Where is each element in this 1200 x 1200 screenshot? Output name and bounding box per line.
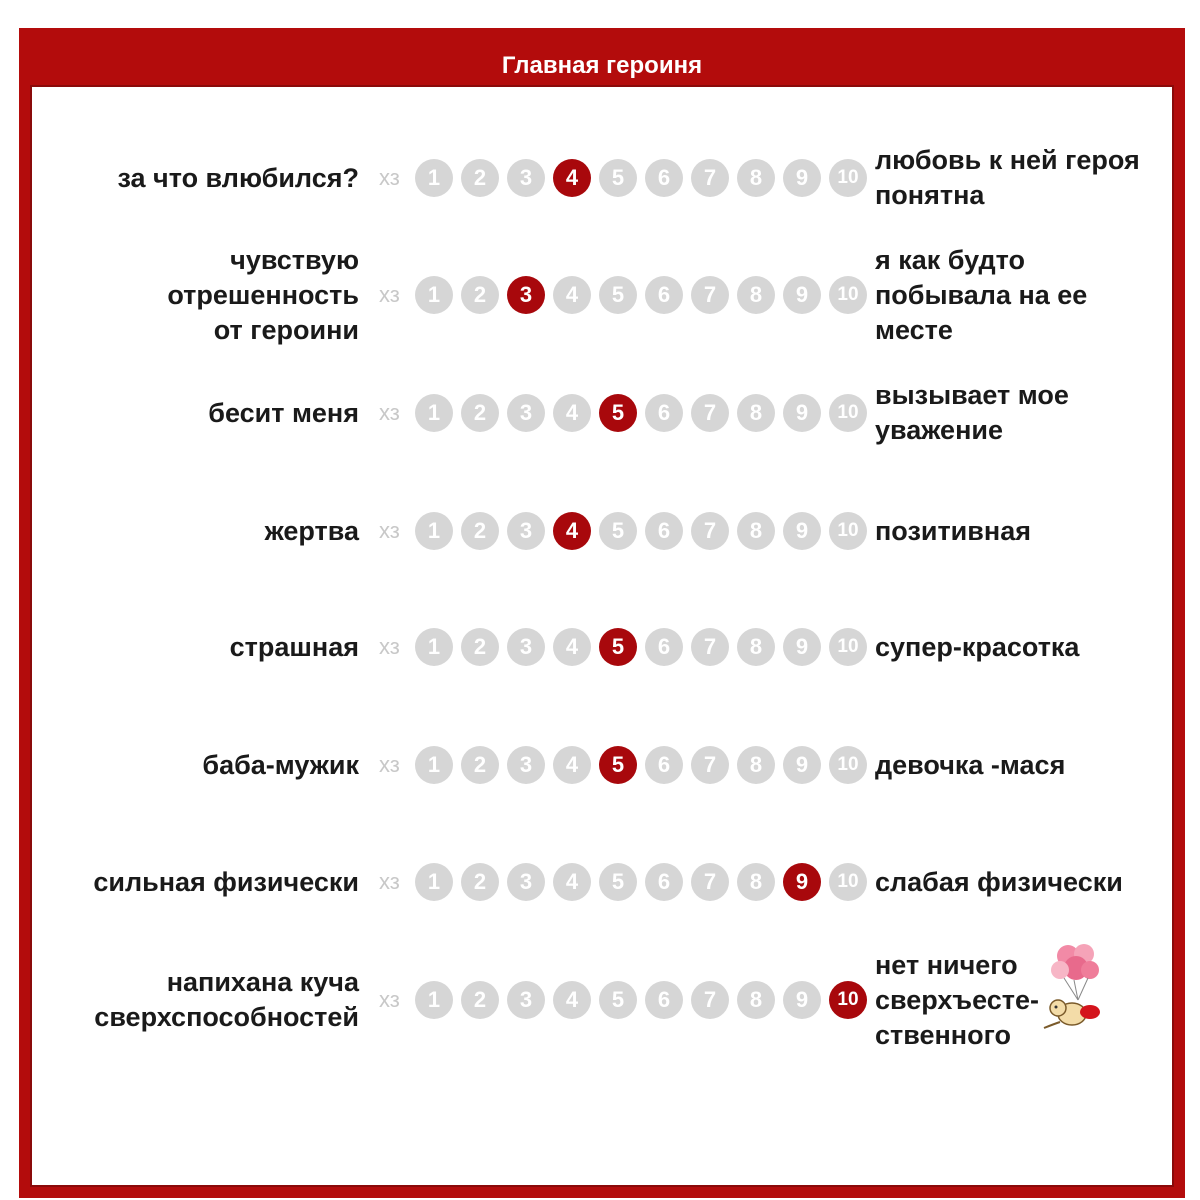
right-pole-label: вызывает мое уважение — [875, 380, 1069, 445]
score-circle: 5 — [599, 276, 637, 314]
selected-score-circle: 3 — [507, 276, 545, 314]
score-circle: 1 — [415, 981, 453, 1019]
balloons-bear-sticker-icon — [1034, 942, 1116, 1042]
score-circle: 8 — [737, 394, 775, 432]
selected-score-circle: 5 — [599, 628, 637, 666]
unknown-option: хз — [379, 282, 400, 307]
score-circle: 3 — [507, 512, 545, 550]
score-circle: 6 — [645, 863, 683, 901]
selected-score-circle: 5 — [599, 394, 637, 432]
rating-row — [32, 380, 1172, 445]
score-circle: 4 — [553, 746, 591, 784]
score-circle: 4 — [553, 628, 591, 666]
score-circle: 2 — [461, 512, 499, 550]
score-circle: 3 — [507, 981, 545, 1019]
rating-scale — [371, 512, 875, 550]
score-circle: 7 — [691, 746, 729, 784]
rating-scale — [371, 159, 875, 197]
survey-body — [30, 85, 1174, 1187]
score-circle: 3 — [507, 628, 545, 666]
score-circle: 7 — [691, 276, 729, 314]
left-pole-label: баба-мужик — [202, 749, 359, 780]
score-circle: 6 — [645, 981, 683, 1019]
score-circle: 6 — [645, 512, 683, 550]
score-circle: 9 — [783, 394, 821, 432]
score-circle: 4 — [553, 863, 591, 901]
right-pole-label: слабая физически — [875, 866, 1123, 897]
right-pole-label: супер-красотка — [875, 631, 1080, 662]
right-pole-label: любовь к ней героя понятна — [875, 145, 1140, 210]
score-circle: 9 — [783, 746, 821, 784]
score-circle: 10 — [829, 746, 867, 784]
selected-score-circle: 9 — [783, 863, 821, 901]
unknown-option: хз — [379, 869, 400, 894]
right-pole-label: я как будто побывала на ее месте — [875, 244, 1088, 345]
score-circle: 1 — [415, 394, 453, 432]
score-circle: 10 — [829, 394, 867, 432]
score-circle: 9 — [783, 981, 821, 1019]
score-circle: 8 — [737, 512, 775, 550]
score-circle: 9 — [783, 628, 821, 666]
score-circle: 7 — [691, 394, 729, 432]
score-circle: 2 — [461, 159, 499, 197]
score-circle: 1 — [415, 746, 453, 784]
score-circle: 6 — [645, 628, 683, 666]
score-circle: 4 — [553, 981, 591, 1019]
score-circle: 1 — [415, 159, 453, 197]
score-circle: 3 — [507, 394, 545, 432]
score-circle: 3 — [507, 746, 545, 784]
selected-score-circle: 10 — [829, 981, 867, 1019]
score-circle: 8 — [737, 276, 775, 314]
selected-score-circle: 5 — [599, 746, 637, 784]
score-circle: 7 — [691, 159, 729, 197]
unknown-option: хз — [379, 518, 400, 543]
score-circle: 7 — [691, 512, 729, 550]
score-circle: 8 — [737, 628, 775, 666]
right-pole-label: нет ничего сверхъесте- ственного — [875, 949, 1040, 1050]
score-circle: 9 — [783, 276, 821, 314]
rating-row — [32, 145, 1172, 210]
rating-scale — [371, 628, 875, 666]
selected-score-circle: 4 — [553, 159, 591, 197]
score-circle: 5 — [599, 512, 637, 550]
score-circle: 1 — [415, 628, 453, 666]
selected-score-circle: 4 — [553, 512, 591, 550]
score-circle: 7 — [691, 863, 729, 901]
page-title: Главная героиня — [501, 52, 703, 79]
score-circle: 7 — [691, 628, 729, 666]
rating-row — [32, 511, 1172, 551]
right-pole-label: позитивная — [875, 515, 1031, 546]
left-pole-label: чувствую отрешенность от героини — [167, 244, 359, 345]
score-circle: 5 — [599, 159, 637, 197]
unknown-option: хз — [379, 400, 400, 425]
score-circle: 1 — [415, 276, 453, 314]
score-circle: 2 — [461, 394, 499, 432]
score-circle: 6 — [645, 394, 683, 432]
score-circle: 5 — [599, 863, 637, 901]
score-circle: 7 — [691, 981, 729, 1019]
score-circle: 4 — [553, 276, 591, 314]
score-circle: 10 — [829, 159, 867, 197]
left-pole-label: бесит меня — [208, 397, 359, 428]
score-circle: 6 — [645, 746, 683, 784]
score-circle: 6 — [645, 159, 683, 197]
left-pole-label: жертва — [264, 515, 359, 546]
unknown-option: хз — [379, 634, 400, 659]
score-circle: 8 — [737, 981, 775, 1019]
unknown-option: хз — [379, 165, 400, 190]
score-circle: 1 — [415, 863, 453, 901]
score-circle: 9 — [783, 159, 821, 197]
score-circle: 2 — [461, 628, 499, 666]
score-circle: 10 — [829, 863, 867, 901]
score-circle: 4 — [553, 394, 591, 432]
rating-scale — [371, 981, 875, 1019]
unknown-option: хз — [379, 987, 400, 1012]
left-pole-label: сильная физически — [93, 866, 359, 897]
rating-scale — [371, 746, 875, 784]
unknown-option: хз — [379, 752, 400, 777]
score-circle: 2 — [461, 746, 499, 784]
score-circle: 6 — [645, 276, 683, 314]
rating-scale — [371, 276, 875, 314]
right-pole-label: девочка -мася — [875, 749, 1066, 780]
left-pole-label: за что влюбился? — [117, 162, 359, 193]
score-circle: 2 — [461, 981, 499, 1019]
score-circle: 5 — [599, 981, 637, 1019]
left-pole-label: страшная — [229, 631, 359, 662]
rating-row — [32, 244, 1172, 345]
score-circle: 3 — [507, 159, 545, 197]
score-circle: 2 — [461, 863, 499, 901]
rating-row — [32, 949, 1172, 1050]
rating-row — [32, 862, 1172, 902]
score-circle: 10 — [829, 276, 867, 314]
score-circle: 8 — [737, 863, 775, 901]
score-circle: 10 — [829, 512, 867, 550]
score-circle: 1 — [415, 512, 453, 550]
rating-scale — [371, 863, 875, 901]
score-circle: 10 — [829, 628, 867, 666]
score-circle: 9 — [783, 512, 821, 550]
rating-row — [32, 745, 1172, 785]
rating-row — [32, 627, 1172, 667]
left-pole-label: напихана куча сверхспособностей — [94, 967, 359, 1032]
rating-scale — [371, 394, 875, 432]
score-circle: 8 — [737, 159, 775, 197]
score-circle: 2 — [461, 276, 499, 314]
score-circle: 8 — [737, 746, 775, 784]
survey-frame — [19, 28, 1185, 1198]
score-circle: 3 — [507, 863, 545, 901]
